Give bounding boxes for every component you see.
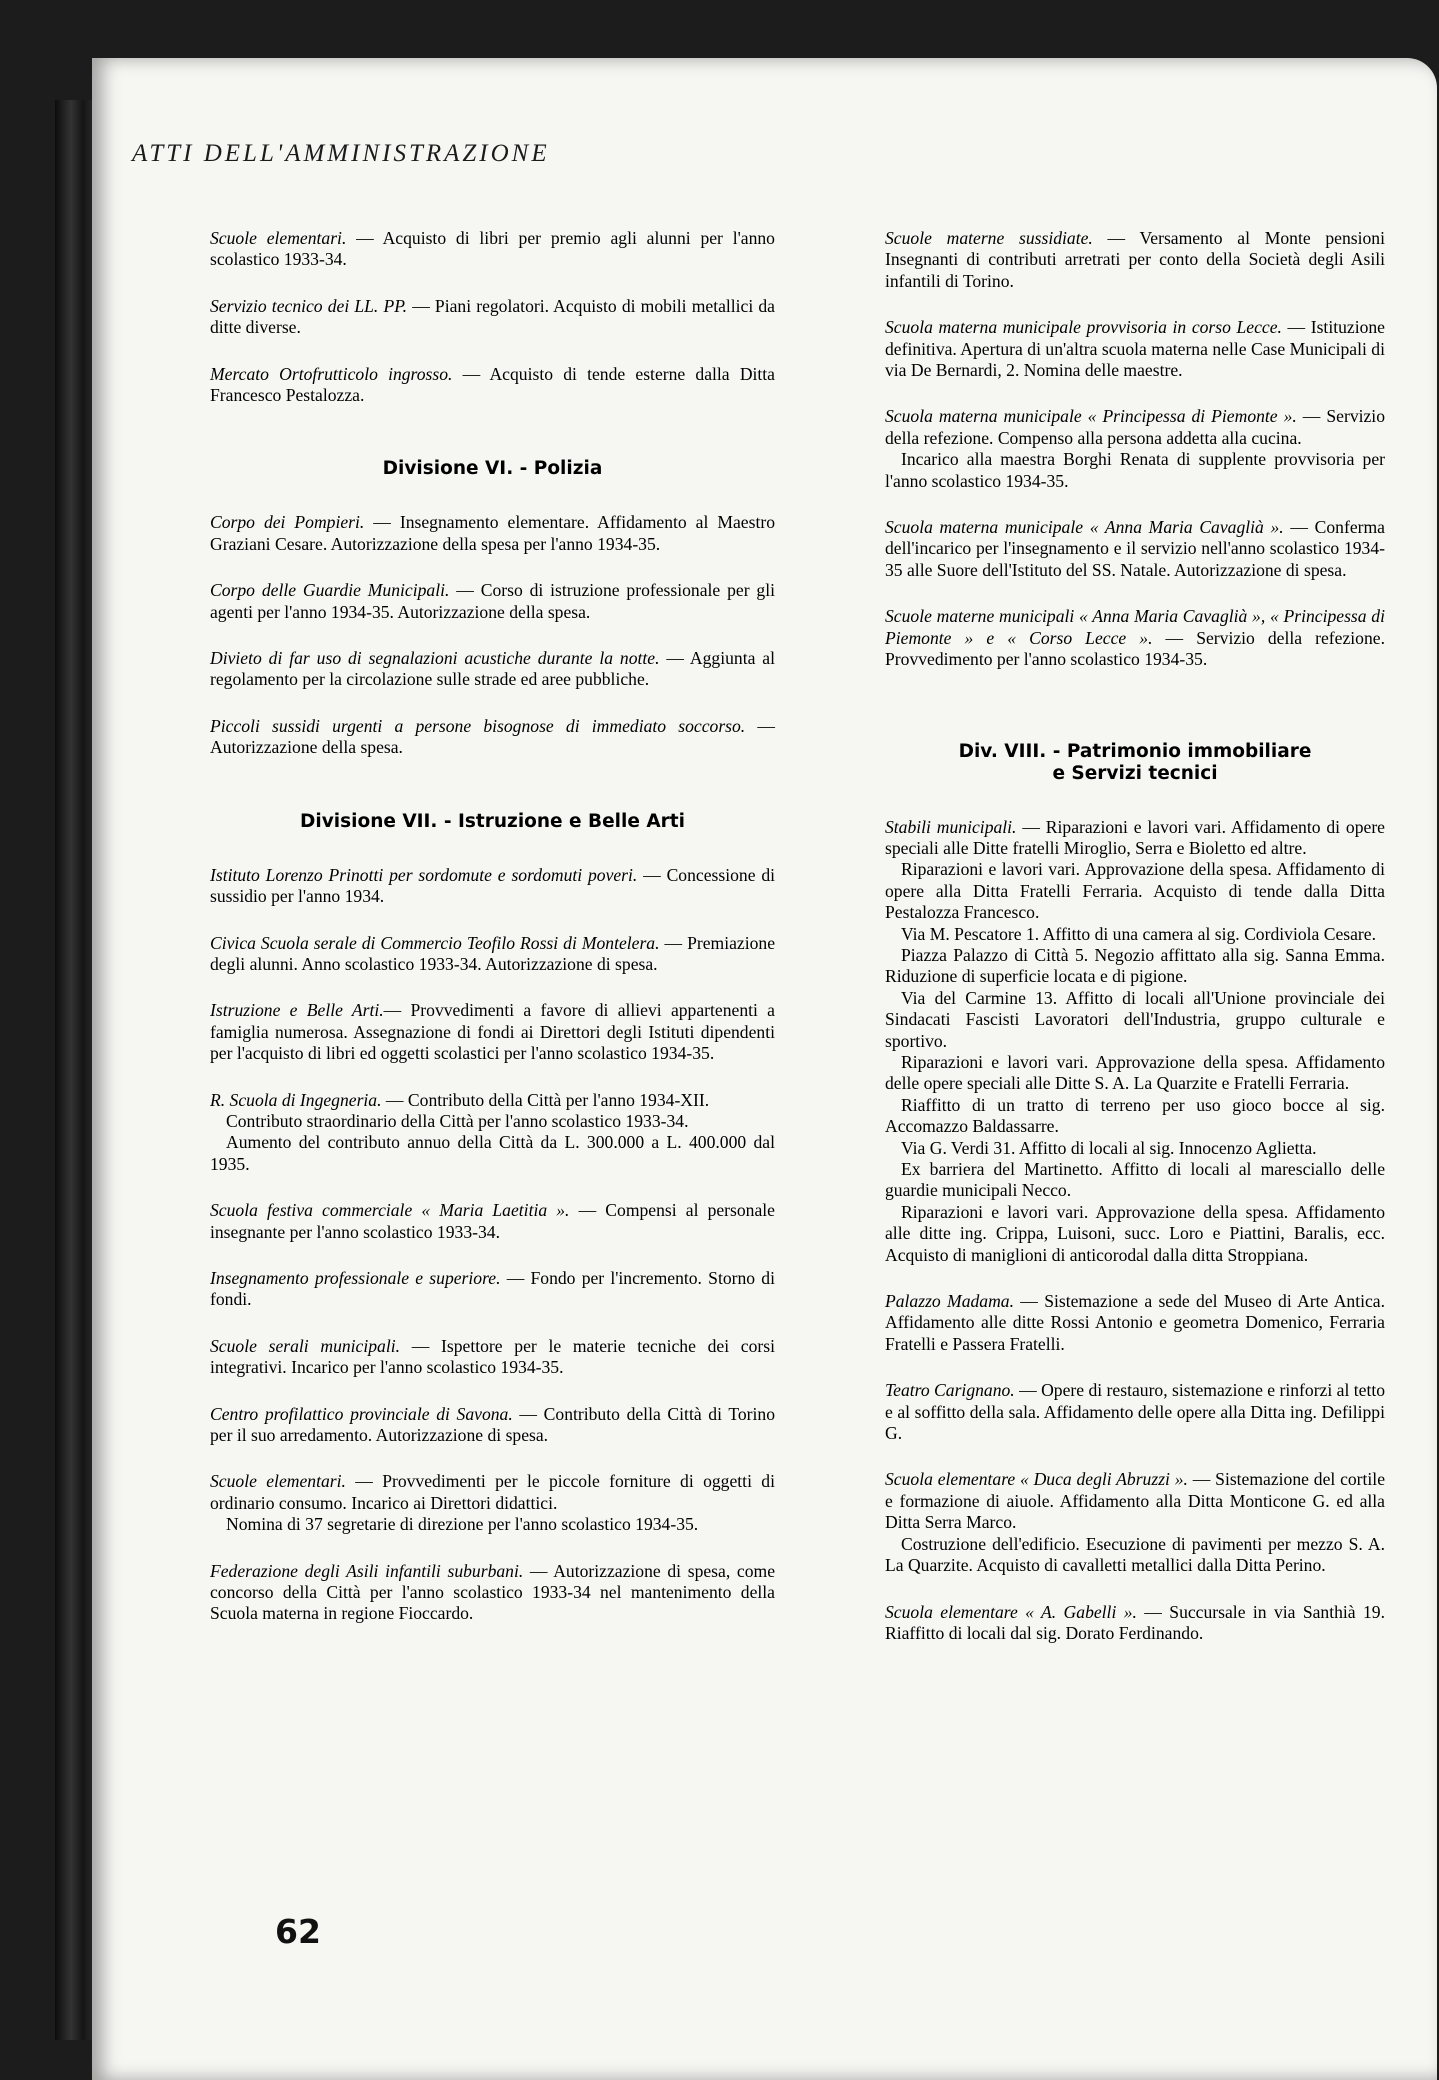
entry	[210, 1200, 775, 1243]
entry-heading: Istituto Lorenzo Prinotti per sordomute e sordomuti poveri.	[210, 864, 638, 885]
entry-text: — Servizio della refezione. Provvedimento per l'anno scolastico 1934-35.	[885, 627, 1385, 670]
division-vii-heading: Divisione VII. - Istruzione e Belle Arti	[300, 810, 685, 832]
entry-heading: Civica Scuola serale di Commercio Teofilo Rossi di Montelera.	[210, 932, 660, 953]
entry-text: — Sistemazione del cortile e formazione di aiuole. Affidamento alla Ditta Monticone G. ed alla Ditta Serra Marco.	[885, 1469, 1386, 1533]
entry-paragraph	[885, 1469, 1385, 1533]
entry-paragraph	[210, 364, 775, 407]
entry-heading: Scuole serali municipali.	[210, 1335, 401, 1356]
entry-text: — Autorizzazione di spesa, come concorso della Città per l'anno scolastico 1933-34 nel mantenimento della Scuola materna in regione Fioccardo.	[210, 1560, 775, 1624]
right-entries-top	[885, 228, 1385, 671]
entry-paragraph	[210, 648, 775, 691]
entry-paragraph	[210, 933, 775, 976]
entry-text: — Compensi al personale insegnante per l'anno scolastico 1933-34.	[210, 1200, 775, 1242]
entry-paragraph	[210, 1404, 775, 1447]
entry-heading: Scuole materne sussidiate.	[885, 228, 1093, 248]
entry-text: — Corso di istruzione professionale per gli agenti per l'anno 1934-35. Autorizzazione della spesa.	[210, 580, 775, 622]
left-entries-vii	[210, 865, 775, 1625]
entry-paragraph	[885, 817, 1385, 860]
entry-paragraph	[210, 1200, 775, 1243]
entry	[210, 865, 775, 908]
division-viii-line2: e Servizi tecnici	[1052, 762, 1218, 784]
entry-heading: Scuole elementari.	[210, 1471, 346, 1492]
entry-text: — Sistemazione a sede del Museo di Arte Antica. Affidamento alle ditte Rossi Antonio e geometra Domenico, Ferraria Fratelli e Passera Fratelli.	[885, 1291, 1385, 1354]
entry-text: — Ispettore per le materie tecniche dei corsi integrativi. Incarico per l'anno scolastico 1934-35.	[210, 1335, 775, 1378]
entry-heading: Scuola elementare « Duca degli Abruzzi ».	[885, 1469, 1188, 1490]
entry-paragraph	[210, 1336, 775, 1379]
entry-subparagraph: Costruzione dell'edificio. Esecuzione di pavimenti per mezzo S. A. La Quarzite. Acquisto di cavalletti metallici dalla Ditta Perino.	[885, 1533, 1385, 1576]
entry-heading: Teatro Carignano.	[885, 1380, 1015, 1401]
entry-subparagraph: Via M. Pescatore 1. Affitto di una camera al sig. Cordiviola Cesare.	[901, 923, 1376, 944]
entry-heading: Scuola festiva commerciale « Maria Laetitia ».	[210, 1200, 570, 1221]
entry	[210, 512, 775, 555]
entry-text: — Insegnamento elementare. Affidamento al Maestro Graziani Cesare. Autorizzazione della spesa per l'anno 1934-35.	[210, 512, 775, 554]
entry	[210, 1000, 775, 1064]
entry	[210, 364, 775, 407]
entry-paragraph	[210, 1561, 775, 1625]
entry	[210, 1561, 775, 1625]
entry-subparagraph: Contributo straordinario della Città per l'anno scolastico 1933-34.	[226, 1110, 689, 1131]
entry-paragraph	[210, 512, 775, 555]
division-viii-heading	[885, 741, 1385, 785]
entry-heading: Scuola materna municipale « Anna Maria Cavaglià ».	[885, 517, 1284, 538]
entry-paragraph	[210, 1471, 775, 1514]
entry-text: — Piani regolatori. Acquisto di mobili metallici da ditte diverse.	[210, 295, 775, 338]
entry-heading: Federazione degli Asili infantili suburbani.	[210, 1560, 524, 1581]
entry-heading: R. Scuola di Ingegneria.	[210, 1089, 382, 1110]
entry-subparagraph: Via del Carmine 13. Affitto di locali all'Unione provinciale dei Sindacati Fascisti Lavoratori dell'Industria, gruppo culturale e sportivo.	[885, 987, 1385, 1051]
entry-text: — Contributo della Città per l'anno 1934-XII.	[381, 1089, 710, 1110]
book-spine	[55, 100, 95, 2040]
entry-text: — Conferma dell'incarico per l'insegnamento e il servizio nell'anno scolastico 1934-35 alle Suore dell'Istituto del SS. Natale. Autorizzazione di spesa.	[885, 517, 1385, 580]
entry-paragraph	[210, 716, 775, 759]
page-header: ATTI DELL'AMMINISTRAZIONE	[132, 140, 550, 167]
left-entries-vi	[210, 512, 775, 758]
left-column	[210, 228, 775, 1650]
entry	[210, 1404, 775, 1447]
entry-subparagraph: Nomina di 37 segretarie di direzione per l'anno scolastico 1934-35.	[226, 1514, 699, 1535]
entry-heading: Corpo delle Guardie Municipali.	[210, 580, 450, 601]
entry-subparagraph: Riparazioni e lavori vari. Approvazione della spesa. Affidamento delle opere speciali alle Ditte S. A. La Quarzite e Fratelli Ferraria.	[885, 1051, 1385, 1094]
entry-heading: Mercato Ortofrutticolo ingrosso.	[210, 363, 453, 384]
entry	[885, 1602, 1385, 1645]
entry-text: — Premiazione degli alunni. Anno scolastico 1933-34. Autorizzazione di spesa.	[210, 932, 776, 974]
entry-paragraph	[885, 228, 1385, 292]
entry-subparagraph: Via G. Verdi 31. Affitto di locali al sig. Innocenzo Aglietta.	[901, 1137, 1317, 1158]
page-number: 62	[275, 1912, 321, 1951]
entry-paragraph	[885, 1380, 1385, 1444]
entry-subparagraph: Riparazioni e lavori vari. Approvazione della spesa. Affidamento di opere alla Ditta Fratelli Ferraria. Acquisto di tende dalla Ditta Pestalozza Francesco.	[885, 859, 1385, 923]
entry	[885, 317, 1385, 381]
entry-paragraph	[885, 1291, 1385, 1355]
entry	[885, 1291, 1385, 1355]
entry-heading: Istruzione e Belle Arti.	[210, 1000, 384, 1021]
entry-heading: Palazzo Madama.	[885, 1291, 1014, 1312]
entry	[210, 228, 775, 271]
entry-text: — Opere di restauro, sistemazione e rinforzi al tetto e al soffitto della sala. Affidamento delle opere alla Ditta ing. Defilippi G.	[885, 1380, 1386, 1444]
entry-paragraph	[885, 317, 1385, 381]
entry-subparagraph: Incarico alla maestra Borghi Renata di supplente provvisoria per l'anno scolastico 1934-35.	[885, 449, 1385, 491]
entry-text: — Succursale in via Santhià 19. Riaffitto di locali dal sig. Dorato Ferdinando.	[885, 1601, 1385, 1643]
entry-paragraph	[885, 1602, 1385, 1645]
entry	[210, 1336, 775, 1379]
entry	[885, 228, 1385, 292]
entry	[210, 933, 775, 976]
entry	[885, 1469, 1385, 1576]
division-viii-line1: Div. VIII. - Patrimonio immobiliare	[958, 740, 1312, 762]
entry	[210, 1090, 775, 1176]
entry-text: — Autorizzazione della spesa.	[210, 715, 776, 758]
entry-heading: Scuole elementari.	[210, 228, 347, 248]
entry	[885, 817, 1385, 1267]
entry-text: — Acquisto di tende esterne dalla Ditta Francesco Pestalozza.	[210, 363, 775, 406]
entry-paragraph	[210, 1000, 775, 1064]
right-entries-viii	[885, 817, 1385, 1645]
entry-heading: Scuola materna municipale provvisoria in corso Lecce.	[885, 317, 1282, 338]
right-column	[885, 228, 1385, 1669]
entry-text: — Provvedimenti per le piccole forniture di oggetti di ordinario consumo. Incarico ai Direttori didattici.	[210, 1471, 775, 1513]
entry-paragraph	[885, 406, 1385, 449]
entry-heading: Servizio tecnico dei LL. PP.	[210, 295, 408, 316]
entry-heading: Scuola elementare « A. Gabelli ».	[885, 1601, 1137, 1622]
entry-text: — Aggiunta al regolamento per la circolazione sulle strade ed aree pubbliche.	[210, 648, 775, 690]
entry-paragraph	[885, 606, 1385, 670]
entry	[885, 606, 1385, 670]
entry	[210, 580, 775, 623]
entry	[885, 1380, 1385, 1444]
entry-text: — Istituzione definitiva. Apertura di un'altra scuola materna nelle Case Municipali di via De Bernardi, 2. Nomina delle maestre.	[885, 317, 1385, 381]
entry-text: — Riparazioni e lavori vari. Affidamento di opere speciali alle Ditte fratelli Miroglio, Serra e Bioletto ed altre.	[885, 816, 1385, 858]
entry-subparagraph: Riaffitto di un tratto di terreno per uso gioco bocce al sig. Accomazzo Baldassarre.	[885, 1094, 1385, 1137]
entry-subparagraph: Aumento del contributo annuo della Città da L. 300.000 a L. 400.000 dal 1935.	[210, 1132, 775, 1174]
entry-subparagraph: Piazza Palazzo di Città 5. Negozio affittato alla sig. Sanna Emma. Riduzione di superficie locata e di pigione.	[885, 944, 1385, 987]
left-entries-top	[210, 228, 775, 406]
entry-heading: Scuole materne municipali « Anna Maria Cavaglià », « Principessa di Piemonte » e « Corso Lecce ».	[885, 606, 1385, 648]
entry-text: — Concessione di sussidio per l'anno 1934.	[210, 864, 776, 907]
entry	[210, 1471, 775, 1535]
entry-paragraph	[210, 296, 775, 339]
entry	[210, 648, 775, 691]
entry-heading: Divieto di far uso di segnalazioni acustiche durante la notte.	[210, 648, 660, 669]
entry-paragraph	[210, 1090, 775, 1111]
entry-text: — Provvedimenti a favore di allievi appartenenti a famiglia numerosa. Assegnazione di fondi ai Direttori degli Istituti dipendenti per l'acquisto di libri ed oggetti scolastici per l'anno scolastico 1934-35.	[210, 1000, 775, 1064]
entry	[885, 406, 1385, 492]
entry-text: — Fondo per l'incremento. Storno di fondi.	[210, 1267, 775, 1310]
entry-paragraph	[210, 1268, 775, 1311]
entry-subparagraph: Riparazioni e lavori vari. Approvazione della spesa. Affidamento alle ditte ing. Crippa, Luisoni, succ. Loro e Piattini, Baralis, ecc. Acquisto di maniglioni di anticorodal dalla ditta Stroppiana.	[885, 1201, 1385, 1265]
entry-heading: Piccoli sussidi urgenti a persone bisognose di immediato soccorso.	[210, 715, 746, 736]
entry-heading: Stabili municipali.	[885, 816, 1017, 837]
entry-heading: Corpo dei Pompieri.	[210, 512, 365, 533]
entry-text: — Servizio della refezione. Compenso alla persona addetta alla cucina.	[885, 406, 1385, 448]
entry-heading: Centro profilattico provinciale di Savona.	[210, 1403, 513, 1424]
entry-paragraph	[885, 517, 1385, 581]
entry	[885, 517, 1385, 581]
entry-paragraph	[210, 865, 775, 908]
entry	[210, 1268, 775, 1311]
entry-heading: Scuola materna municipale « Principessa di Piemonte ».	[885, 406, 1297, 427]
entry-text: — Versamento al Monte pensioni Insegnanti di contributi arretrati per conto della Società degli Asili infantili di Torino.	[885, 228, 1385, 291]
entry	[210, 296, 775, 339]
division-vi-heading: Divisione VI. - Polizia	[382, 458, 603, 480]
entry-text: — Contributo della Città di Torino per il suo arredamento. Autorizzazione di spesa.	[210, 1403, 775, 1445]
entry-paragraph	[210, 580, 775, 623]
entry-heading: Insegnamento professionale e superiore.	[210, 1267, 501, 1288]
entry	[210, 716, 775, 759]
entry-subparagraph: Ex barriera del Martinetto. Affitto di locali al maresciallo delle guardie municipali Necco.	[885, 1159, 1385, 1201]
entry-paragraph	[210, 228, 775, 271]
entry-text: — Acquisto di libri per premio agli alunni per l'anno scolastico 1933-34.	[210, 228, 775, 270]
